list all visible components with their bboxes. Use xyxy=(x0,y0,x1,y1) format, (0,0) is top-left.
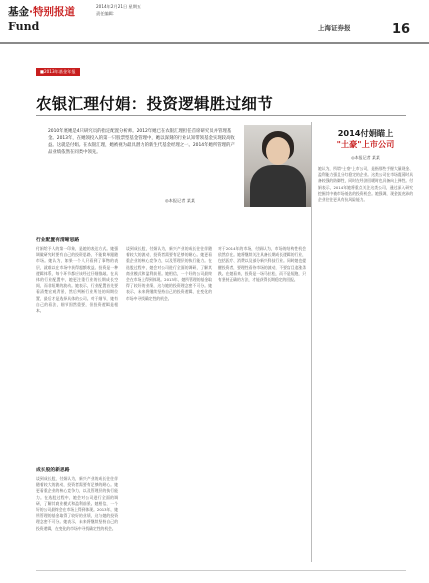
section-title xyxy=(8,4,75,19)
body-column-3: 对于2014年的市场，付娟认为，市场的结构性机会依然存在。她将继续关注具备长期成长逻辑的行业，包括医疗、消费以及部分新兴科技行业。同时她也提醒投资者，要理性看待市场的波动，不要盲目追涨杀跌。在她看来，投资是一场马拉松，而不是短跑，只有坚持正确的方法，才能获得长期稳定的回报。 xyxy=(218,246,306,283)
portrait-photo xyxy=(244,125,312,207)
sidebar-byline: ◎本报记者 某某 xyxy=(351,155,380,160)
article-lead: 2010年底她是4只研究员的指定配置分析师。2012年她已在农银汇理担任首席研究员并管理基金。2013年，在她领投入的第一只股票型基金管理中，她以深刻的行业认知带领基金实现较高收益。这就是付娟。在农银汇理，她被视为最具潜力的新生代基金经理之一。2014年她所管理的产品业绩依然在同类中领先。 xyxy=(48,129,235,155)
sidebar-body: 她认为，所谓"土豪"上市公司，是指那些手握大量现金、盈利能力强且分红稳定的企业。这类公司在市场震荡时具备较强的防御性，同时在经济回暖时也具备向上弹性。付娟表示，2014年她将重点关注这类公司，通过深入研究挖掘其中被市场低估的投资机会。她强调，现金流充沛的企业往往更具有抗风险能力。 xyxy=(318,166,413,203)
portrait-body xyxy=(250,165,306,207)
page-number: 16 xyxy=(392,22,411,37)
header-meta xyxy=(96,4,141,17)
subhead-2: 成长股的新思路 xyxy=(36,468,70,473)
masthead: 上海证券报 xyxy=(318,24,351,32)
section-en-title: Fund xyxy=(8,20,40,33)
article-tag: ■2013年基金年报 xyxy=(36,68,80,76)
sidebar-title-line1: 2014付娟瞄上 xyxy=(337,128,394,138)
section-title-b: ·特别报道 xyxy=(29,6,75,18)
sidebar-title-line2: "土豪"上市公司 xyxy=(336,139,395,149)
section-title-a: 基金 xyxy=(8,6,29,18)
body-column-1: 付娟给予人的第一印象，是她的表达方式。她强调做研究时要有自己的投资思路，不能简单跟随市场。她认为，如果一个人只看到了事物的表层，就难以在市场中获得超额收益。投资是一种逻辑体系，每个环节都应该经过仔细推敲。在具体的行业配置中，她更注重行业的长期成长空间，而非短期的波动。她表示，行业配置首先要看清楚宏观背景，然后判断行业所处的周期位置，最后才是选择具体的公司。对于细节，她有自己的看法，细节固然重要，但投资逻辑是根本。 xyxy=(36,246,118,314)
footer-rule xyxy=(36,570,406,571)
body-column-2: 谈到成长股，付娟认为，新兴产业的成长往往伴随着较大的波动，投资者需要有足够的耐心。她更看重企业的核心竞争力，以及管理层的执行能力。在选股过程中，她会对公司进行全面的调研，了解其商业模式和盈利前景。她相信，一个好的公司最终会在市场上得到体现。2013年，她所管理的基金取得了较好的业绩，这与她的投资理念密不可分。她表示，未来将继续坚持自己的投资逻辑，在变化的市场中寻找确定性的机会。 xyxy=(126,246,212,301)
subhead-1: 行业配置有清晰思路 xyxy=(36,238,80,243)
header-meta-editor: 责任编辑： xyxy=(96,10,117,16)
body-column-1b: 谈到成长股，付娟认为，新兴产业的成长往往伴随着较大的波动，投资者需要有足够的耐心。她更看重企业的核心竞争力，以及管理层的执行能力。在选股过程中，她会对公司进行全面的调研，了解其商业模式和盈利前景。她相信，一个好的公司最终会在市场上得到体现。2013年，她所管理的基金取得了较好的业绩，这与她的投资理念密不可分。她表示，未来将继续坚持自己的投资逻辑，在变化的市场中寻找确定性的机会。 xyxy=(36,476,118,531)
headline-rule xyxy=(36,115,406,116)
article-headline: 农银汇理付娟：投资逻辑胜过细节 xyxy=(36,95,274,113)
article-byline: ◎本报记者 某某 xyxy=(165,198,196,203)
sidebar-title xyxy=(318,128,413,150)
portrait-face xyxy=(266,137,290,165)
column-divider xyxy=(311,122,312,562)
page-header xyxy=(0,0,429,44)
header-meta-date: 2014年2月21日 星期五 xyxy=(96,4,142,9)
